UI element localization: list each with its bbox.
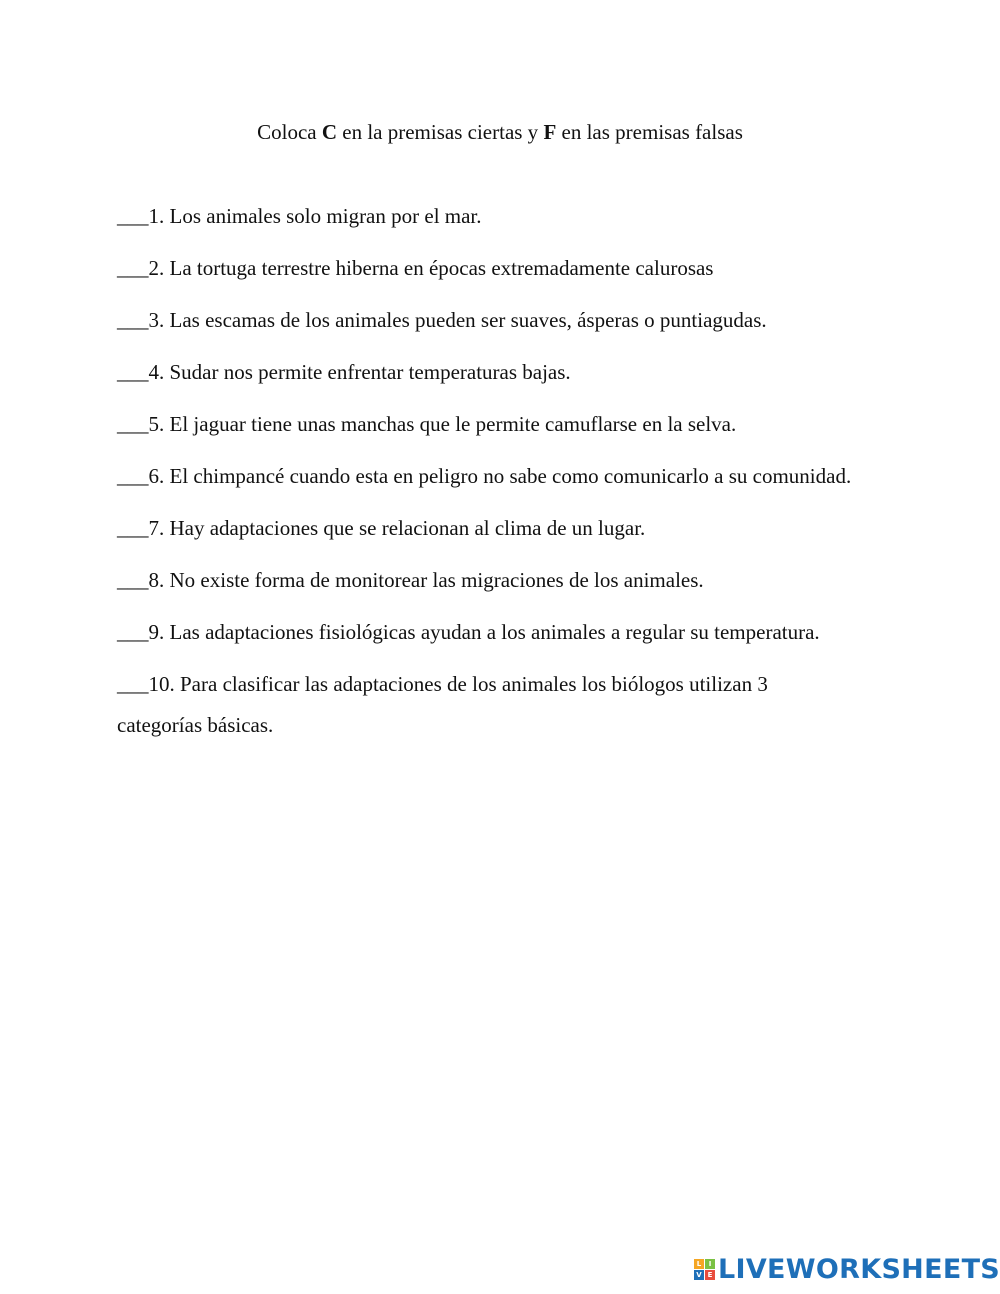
premise-4: ___4. Sudar nos permite enfrentar temperaturas bajas. [117,360,571,384]
liveworksheets-logo-text: LIVEWORKSHEETS [718,1253,1000,1285]
instructions-text-2: en la premisas ciertas y [337,120,544,144]
instructions-text-3: en las premisas falsas [556,120,743,144]
logo-mark-cell: V [694,1270,704,1280]
logo-mark-cell: E [705,1270,715,1280]
premise-3: ___3. Las escamas de los animales pueden ser suaves, ásperas o puntiagudas. [117,308,767,332]
liveworksheets-logo-icon [694,1259,715,1280]
premise-6: ___6. El chimpancé cuando esta en peligro no sabe como comunicarlo a su comunidad. [117,464,852,488]
premises-list [117,196,857,757]
premise-9: ___9. Las adaptaciones fisiológicas ayudan a los animales a regular su temperatura. [117,620,820,644]
premise-7: ___7. Hay adaptaciones que se relacionan al clima de un lugar. [117,516,646,540]
liveworksheets-logo [694,1252,1000,1286]
premise-1: ___1. Los animales solo migran por el mar. [117,204,482,228]
logo-mark-cell: L [694,1259,704,1269]
premise-2: ___2. La tortuga terrestre hiberna en épocas extremadamente calurosas [117,256,714,280]
premise-8: ___8. No existe forma de monitorear las migraciones de los animales. [117,568,704,592]
instructions-letter-c: C [321,120,338,144]
logo-mark-cell: I [705,1259,715,1269]
worksheet-instructions [0,117,1000,147]
premise-5: ___5. El jaguar tiene unas manchas que le permite camuflarse en la selva. [117,412,737,436]
instructions-letter-f: F [543,120,557,144]
premise-10: ___10. Para clasificar las adaptaciones de los animales los biólogos utilizan 3 categorías básicas. [117,672,768,737]
instructions-text-1: Coloca [257,120,322,144]
